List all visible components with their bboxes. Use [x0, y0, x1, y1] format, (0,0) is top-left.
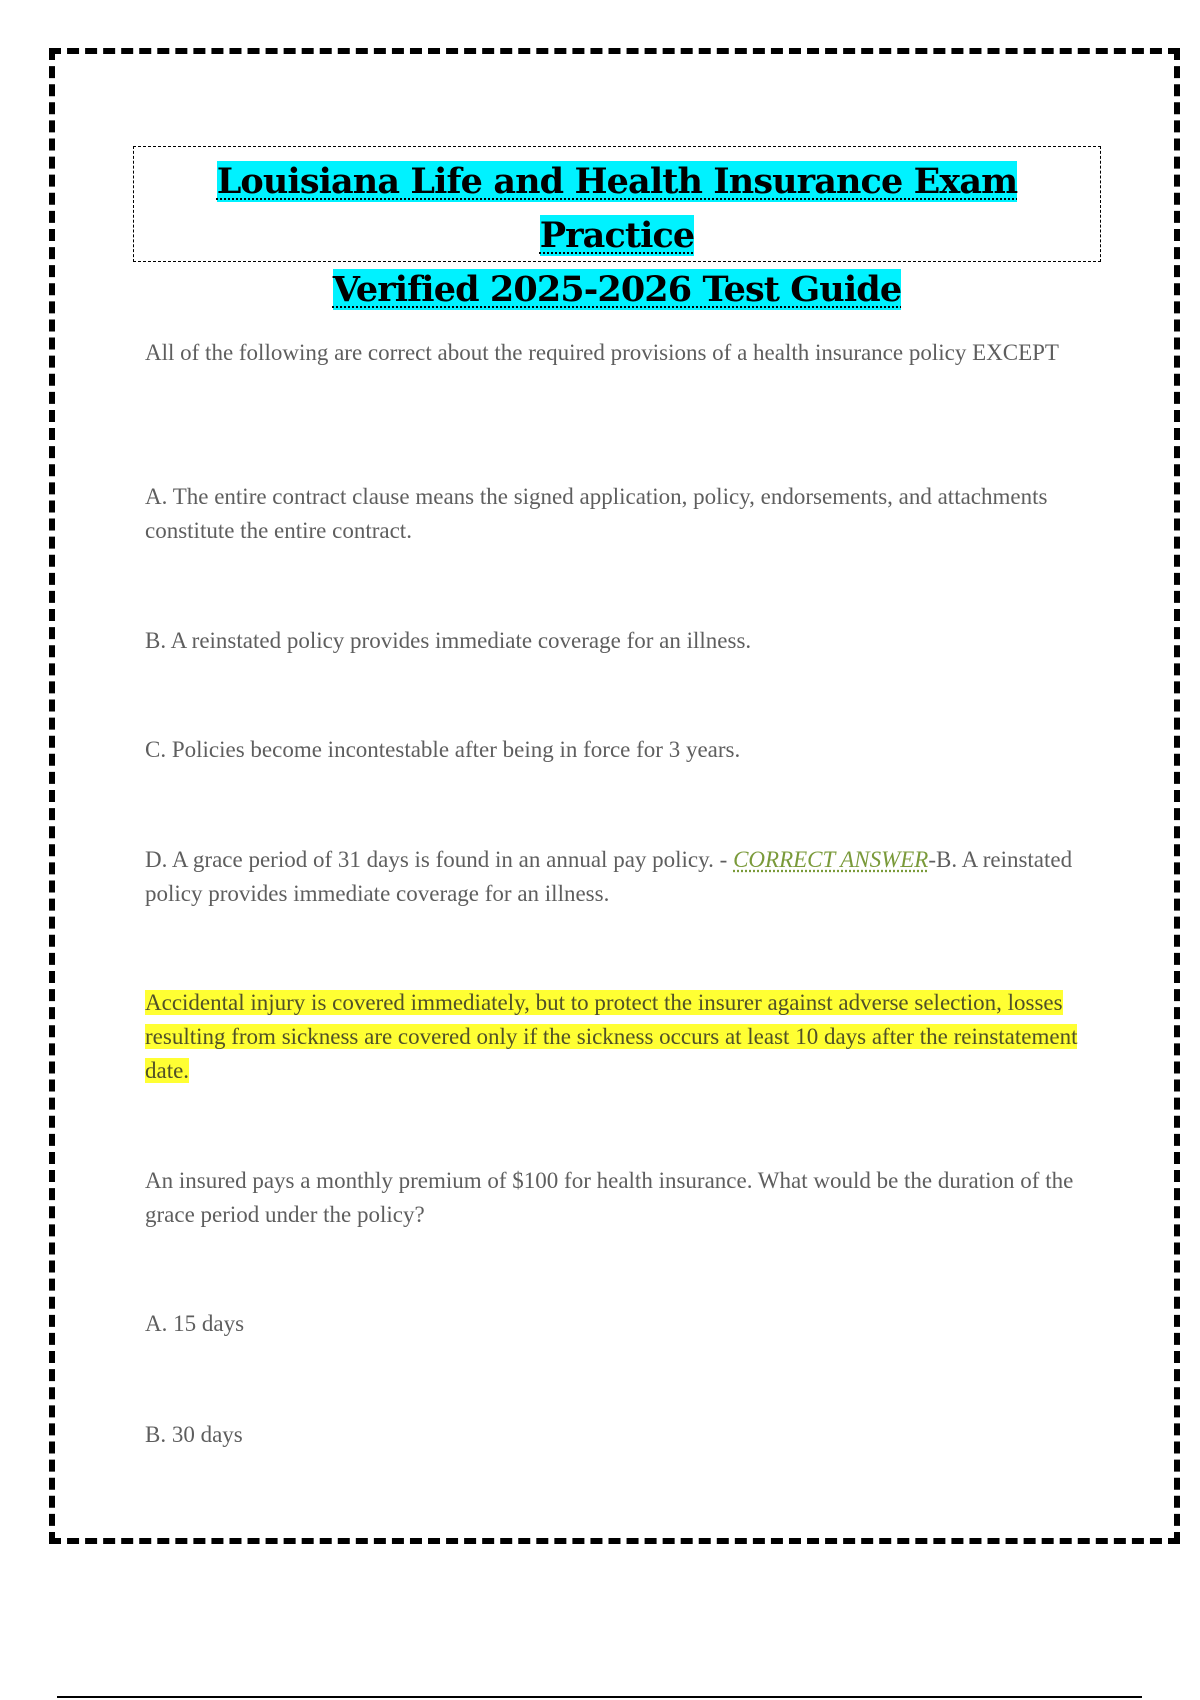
question-1-option-c: C. Policies become incontestable after being in force for 3 years. — [145, 737, 741, 762]
question-1-option-a: A. The entire contract clause means the signed application, policy, endorsements, and attachments constitute the entire contract. — [145, 484, 1048, 543]
option-d-text: D. A grace period of 31 days is found in an annual pay policy. - — [145, 847, 734, 872]
question-2-stem: An insured pays a monthly premium of $100 for health insurance. What would be the duration of the grace period under the policy? — [145, 1168, 1074, 1227]
answer-explanation — [145, 986, 1085, 1088]
question-1-stem: All of the following are correct about the required provisions of a health insurance policy EXCEPT — [145, 340, 1059, 365]
page-bottom-rule — [57, 1696, 1142, 1698]
title-box — [133, 146, 1101, 310]
question-1-option-d — [145, 843, 1085, 911]
question-1-option-b: B. A reinstated policy provides immediate coverage for an illness. — [145, 628, 752, 653]
document-title-line-1: Louisiana Life and Health Insurance Exam Practice — [216, 161, 1018, 256]
question-2-option-a: A. 15 days — [145, 1311, 245, 1336]
correct-answer-label: CORRECT ANSWER — [733, 847, 929, 872]
option-d-answer: -B. A reinstated policy provides immediate coverage for an illness. — [145, 847, 1073, 906]
document-title-line-2: Verified 2025-2026 Test Guide — [332, 269, 902, 310]
question-2-option-b: B. 30 days — [145, 1422, 243, 1447]
explanation-highlighted-text: Accidental injury is covered immediately, but to protect the insurer against adverse selection, losses resulting from sickness are covered only if the sickness occurs at least 10 days after the reinstatement date. — [145, 990, 1078, 1083]
